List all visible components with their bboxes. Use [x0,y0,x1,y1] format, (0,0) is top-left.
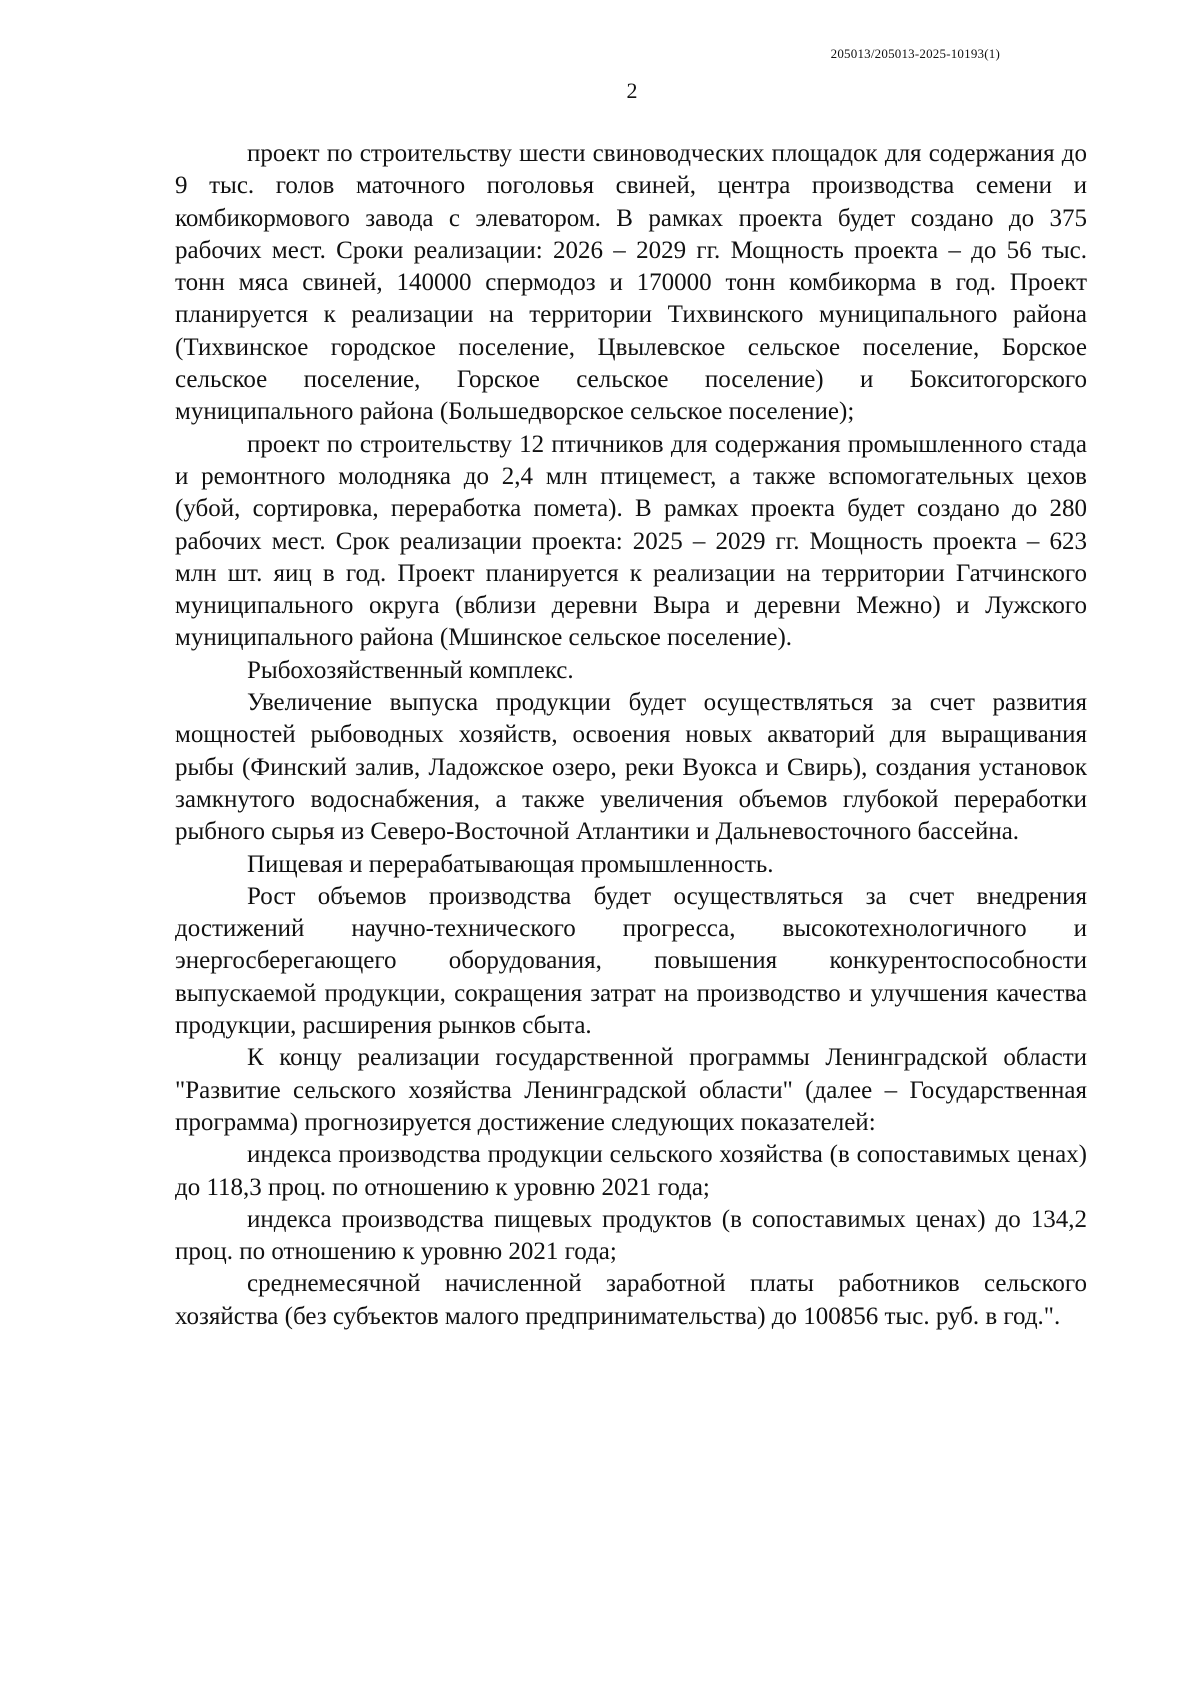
document-body [175,138,1087,1333]
document-id: 205013/205013-2025-10193(1) [830,46,1000,61]
page-number: 2 [626,78,638,103]
paragraph-poultry-project: проект по строительству 12 птичников для содержания промышленного стада и ремонтного молодняка до 2,4 млн птицемест, а также вспомогательных цехов (убой, сортировка, переработка помета). В рамках проекта будет создано до 280 рабочих мест. Срок реализации проекта: 2025 – 2029 гг. Мощность проекта – 623 млн шт. яиц в год. Проект планируется к реализации на территории Гатчинского муниципального округа (вблизи деревни Выра и деревни Межно) и Лужского муниципального района (Мшинское сельское поселение). [175,430,1087,652]
paragraph-food-industry-heading: Пищевая и перерабатывающая промышленность. [247,850,774,878]
paragraph-fishery-heading: Рыбохозяйственный комплекс. [247,656,574,684]
paragraph-food-industry-growth: Рост объемов производства будет осуществляться за счет внедрения достижений научно-технического прогресса, высокотехнологичного и энергосберегающего оборудования, повышения конкурентоспособности выпускаемой продукции, сокращения затрат на производство и улучшения качества продукции, расширения рынков сбыта. [175,882,1087,1040]
paragraph-food-index: индекса производства пищевых продуктов (в сопоставимых ценах) до 134,2 проц. по отношению к уровню 2021 года; [175,1205,1087,1266]
paragraph-fishery-growth: Увеличение выпуска продукции будет осуществляться за счет развития мощностей рыбоводных хозяйств, освоения новых акваторий для выращивания рыбы (Финский залив, Ладожское озеро, реки Вуокса и Свирь), создания установок замкнутого водоснабжения, а также увеличения объемов глубокой переработки рыбного сырья из Северо-Восточной Атлантики и Дальневосточного бассейна. [175,689,1087,846]
paragraph-program-targets: К концу реализации государственной программы Ленинградской области "Развитие сельского хозяйства Ленинградской области" (далее – Государственная программа) прогнозируется достижение следующих показателей: [175,1044,1087,1136]
paragraph-salary: среднемесячной начисленной заработной платы работников сельского хозяйства (без субъектов малого предпринимательства) до 100856 тыс. руб. в год.". [175,1270,1087,1330]
paragraph-agri-index: индекса производства продукции сельского хозяйства (в сопоставимых ценах) до 118,3 проц. по отношению к уровню 2021 года; [175,1141,1087,1201]
paragraph-pig-farm-project: проект по строительству шести свиноводческих площадок для содержания до 9 тыс. голов маточного поголовья свиней, центра производства семени и комбикормового завода с элеватором. В рамках проекта будет создано до 375 рабочих мест. Сроки реализации: 2026 – 2029 гг. Мощность проекта – до 56 тыс. тонн мяса свиней, 140000 спермодоз и 170000 тонн комбикорма в год. Проект планируется к реализации на территории Тихвинского муниципального района (Тихвинское городское поселение, Цвылевское сельское поселение, Борское сельское поселение, Горское сельское поселение) и Бокситогорского муниципального района (Большедворское сельское поселение); [175,140,1087,426]
